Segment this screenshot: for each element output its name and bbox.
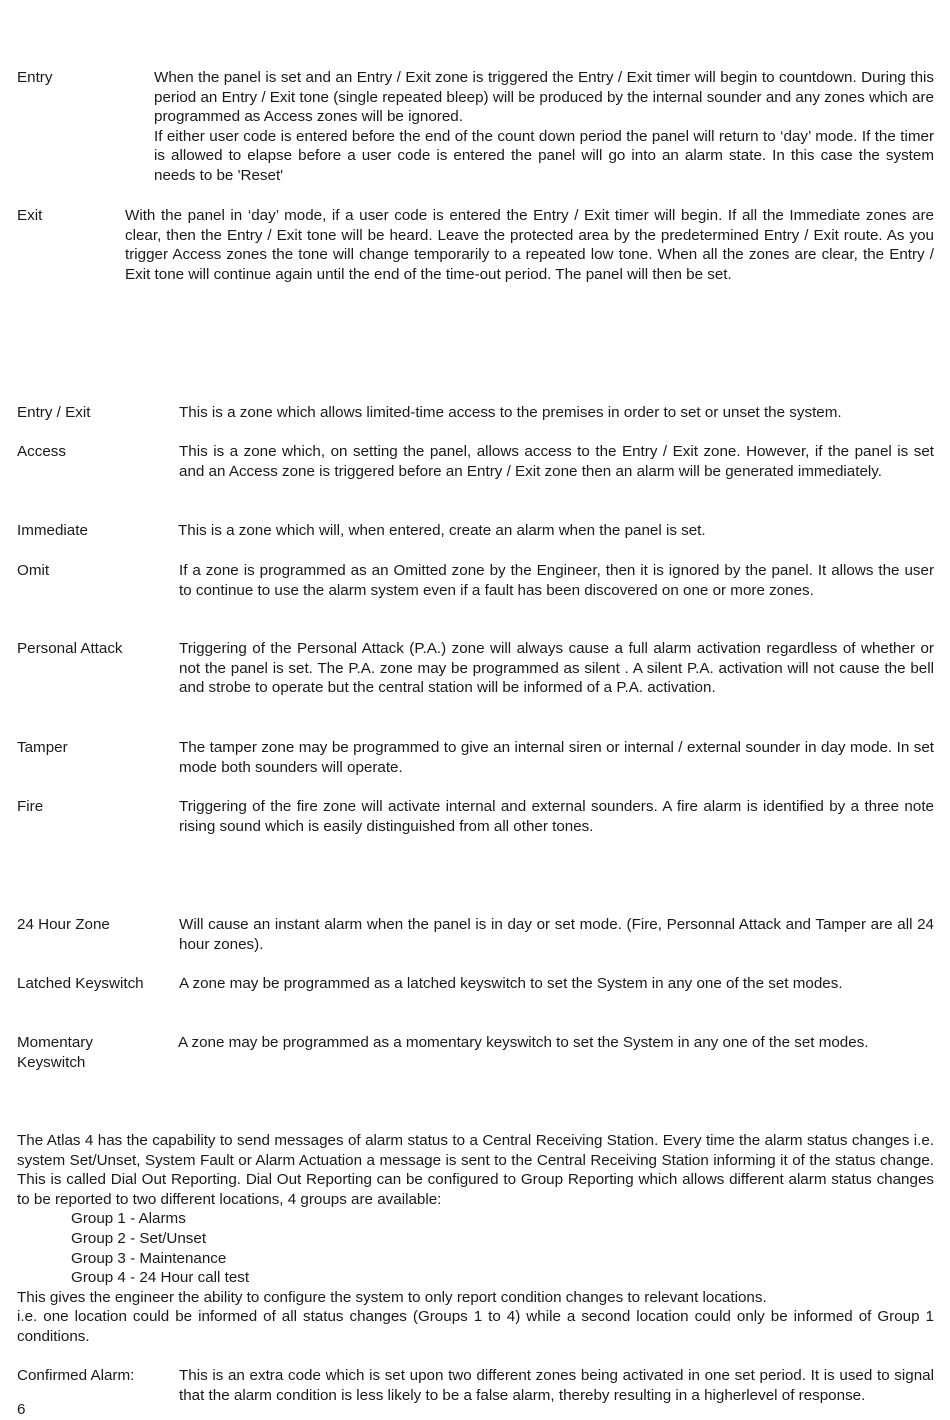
zone-definition [179, 639, 934, 698]
zone-definition [179, 442, 934, 481]
zone-term: Momentary Keyswitch [17, 1034, 93, 1071]
reporting-intro: The Atlas 4 has the capability to send messages of alarm status to a Central Receiving Station. Every time the alarm status changes i.e. system Set/Unset, System Fault or Alarm Actuation a message is sent to the Central Receiving Station informing it of the status change. This is called Dial Out Reporting. Dial Out Reporting can be configured to Group Reporting which allows different alarm status changes to be reported to two different locations, 4 groups are available: [17, 1132, 934, 1208]
zone-definition-text: A zone may be programmed as a momentary keyswitch to set the System in any one of the set modes. [178, 1034, 869, 1051]
zone-definition [179, 1366, 934, 1405]
zone-definition-text: This is an extra code which is set upon two different zones being activated in one set period. It is used to signal that the alarm condition is less likely to be a false alarm, thereby resulting in a higherlevel of response. [179, 1367, 934, 1404]
zone-definition [179, 915, 934, 954]
zone-definition [179, 974, 934, 994]
reporting-outro: i.e. one location could be informed of all status changes (Groups 1 to 4) while a second location could only be informed of Group 1 conditions. [17, 1308, 934, 1345]
zone-term: Fire [17, 798, 44, 815]
zone-definition [179, 561, 934, 600]
zone-definition [179, 403, 934, 423]
page-number: 6 [17, 1401, 26, 1418]
mode-definition-line: If either user code is entered before the end of the count down period the panel will return to ‘day’ mode. If the timer is allowed to elapse before a user code is entered the panel will go into an alarm state. In this case the system needs to be 'Reset' [154, 127, 934, 184]
reporting-section [17, 1131, 934, 1347]
zone-term: 24 Hour Zone [17, 916, 110, 933]
zone-definition-text: The tamper zone may be programmed to give an internal siren or internal / external sounder in day mode. In set mode both sounders will operate. [179, 739, 934, 776]
zone-definition-text: Triggering of the fire zone will activate internal and external sounders. A fire alarm is identified by a three note rising sound which is easily distinguished from all other tones. [179, 798, 934, 835]
mode-definition-text: With the panel in ‘day’ mode, if a user code is entered the Entry / Exit timer will begin. If all the Immediate zones are clear, then the Entry / Exit tone will be heard. Leave the protected area by the predetermined Entry / Exit route. As you trigger Access zones the tone will change temporarily to a repeated low tone. When all the zones are clear, the Entry / Exit tone will continue again until the end of the time-out period. The panel will then be set. [125, 207, 934, 283]
zone-definition-text: If a zone is programmed as an Omitted zone by the Engineer, then it is ignored by the panel. It allows the user to continue to use the alarm system even if a fault has been discovered on one or more zones. [179, 562, 934, 599]
group-item: Group 3 - Maintenance [71, 1249, 227, 1267]
zone-definition-text: This is a zone which will, when entered, create an alarm when the panel is set. [178, 522, 706, 539]
group-item: Group 1 - Alarms [71, 1210, 186, 1228]
mode-entry [17, 68, 934, 188]
zone-definition-text: A zone may be programmed as a latched keyswitch to set the System in any one of the set modes. [179, 975, 843, 992]
mode-definition-line: When the panel is set and an Entry / Exit zone is triggered the Entry / Exit timer will begin to countdown. During this period an Entry / Exit tone (single repeated bleep) will be produced by the internal sounder and any zones which are programmed as Access zones will be ignored. [154, 69, 934, 126]
mode-definition [154, 68, 934, 186]
zone-definition-text: Will cause an instant alarm when the panel is in day or set mode. (Fire, Personnal Attack and Tamper are all 24 hour zones). [179, 916, 934, 953]
zone-definition-text: Triggering of the Personal Attack (P.A.) zone will always cause a full alarm activation regardless of whether or not the panel is set. The P.A. zone may be programmed as silent . A silent P.A. activation will not cause the bell and strobe to operate but the central station will be informed of a P.A. activation. [179, 640, 934, 697]
zone-definition-text: This is a zone which allows limited-time access to the premises in order to set or unset the system. [179, 404, 842, 421]
zone-definition [178, 521, 934, 541]
zone-term: Personal Attack [17, 640, 123, 657]
zone-term: Access [17, 443, 66, 460]
mode-term: Entry [17, 69, 53, 86]
zone-term: Immediate [17, 522, 88, 539]
zone-term: Omit [17, 562, 50, 579]
zone-definition-text: This is a zone which, on setting the panel, allows access to the Entry / Exit zone. However, if the panel is set and an Access zone is triggered before an Entry / Exit zone then an alarm will be generated immediately. [179, 443, 934, 480]
zone-definition [179, 738, 934, 777]
group-item: Group 2 - Set/Unset [71, 1229, 207, 1247]
zone-definition [179, 797, 934, 836]
reporting-outro: This gives the engineer the ability to configure the system to only report condition changes to relevant locations. [17, 1288, 767, 1306]
mode-definition [125, 206, 934, 284]
group-item: Group 4 - 24 Hour call test [71, 1269, 250, 1287]
zone-term: Latched Keyswitch [17, 975, 144, 992]
zone-term: Tamper [17, 739, 68, 756]
zone-term: Confirmed Alarm: [17, 1367, 135, 1384]
mode-exit [17, 206, 934, 306]
zone-term: Entry / Exit [17, 404, 91, 421]
zone-definition [178, 1033, 934, 1053]
mode-term: Exit [17, 207, 43, 224]
